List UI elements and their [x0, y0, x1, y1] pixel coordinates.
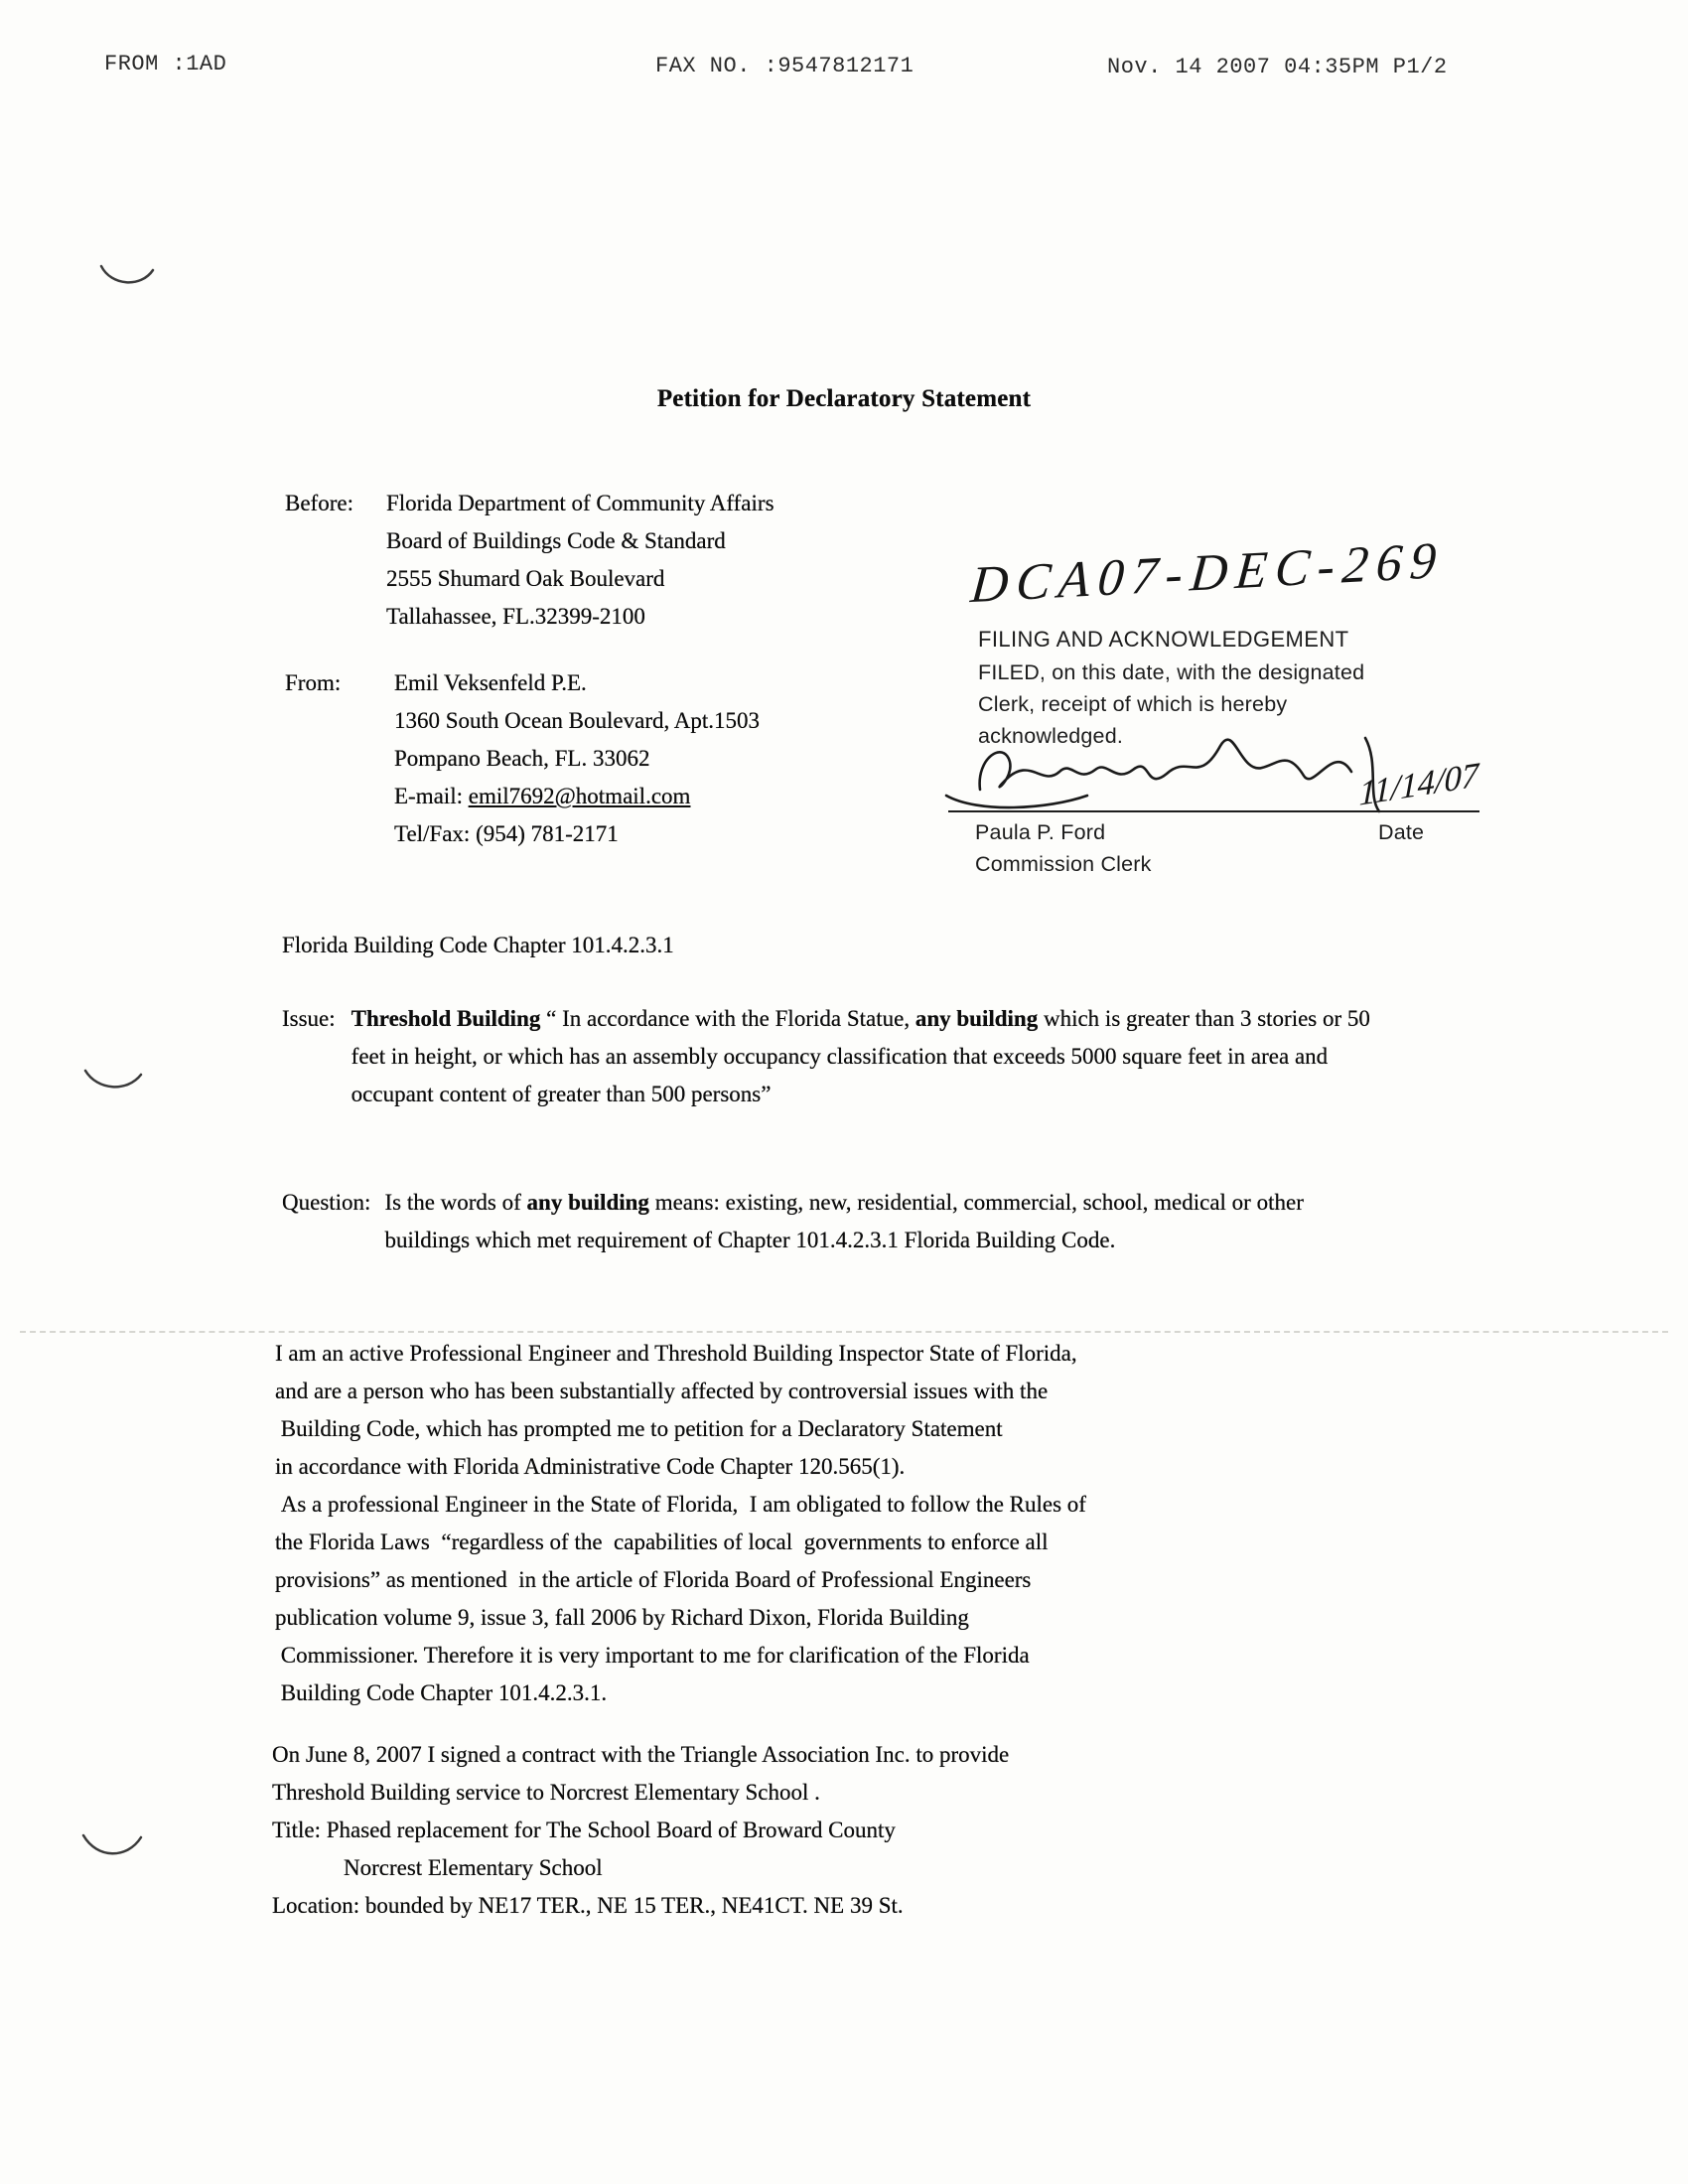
- text-line: Location: bounded by NE17 TER., NE 15 TER., NE41CT. NE 39 St.: [272, 1893, 904, 1918]
- email-label: E-mail:: [394, 784, 469, 808]
- before-label: Before:: [285, 491, 353, 515]
- from-block: [285, 664, 760, 853]
- stamp-heading: FILING AND ACKNOWLEDGEMENT: [978, 627, 1349, 652]
- issue-block: [282, 1000, 1399, 1113]
- text-line: 2555 Shumard Oak Boulevard: [386, 566, 665, 591]
- text-line: I am an active Professional Engineer and Threshold Building Inspector State of Florida,: [275, 1341, 1077, 1366]
- handwritten-case-number: DCA07-DEC-269: [968, 531, 1447, 615]
- text-line: Building Code, which has prompted me to petition for a Declaratory Statement: [275, 1416, 1003, 1441]
- fax-number: FAX NO. :9547812171: [655, 54, 914, 78]
- question-text: [384, 1184, 1387, 1259]
- handwritten-date: 11/14/07: [1358, 755, 1479, 813]
- text-line: Clerk, receipt of which is hereby: [978, 692, 1288, 716]
- from-label: From:: [285, 670, 342, 695]
- text-line: Norcrest Elementary School: [344, 1855, 603, 1880]
- before-block: [285, 485, 774, 636]
- text-line: FILED, on this date, with the designated: [978, 660, 1365, 684]
- issue-text-part: which is greater than 3 stories or 50 feet in height, or which has an assembly occupancy classification that exceeds 5000 square feet in area and occupant content of greater than 500 persons”: [351, 1006, 1370, 1106]
- text-line: Pompano Beach, FL. 33062: [394, 746, 650, 771]
- scan-artifact: [97, 256, 157, 292]
- issue-bold-term: Threshold Building: [351, 1006, 541, 1031]
- fax-header: [0, 52, 1688, 81]
- text-line: Board of Buildings Code & Standard: [386, 528, 726, 553]
- text-line: and are a person who has been substantially affected by controversial issues with the: [275, 1379, 1049, 1403]
- email-address[interactable]: emil7692@hotmail.com: [468, 784, 691, 808]
- text-line: Florida Department of Community Affairs: [386, 491, 774, 515]
- issue-bold-term: any building: [914, 1006, 1039, 1031]
- from-address: [394, 664, 760, 853]
- text-line: acknowledged.: [978, 724, 1124, 748]
- text-line: Tallahassee, FL.32399-2100: [386, 604, 645, 629]
- document-title: Petition for Declaratory Statement: [656, 385, 1032, 412]
- issue-text: [352, 1000, 1399, 1113]
- closing-block: [272, 1736, 1394, 1925]
- telfax-line: Tel/Fax: (954) 781-2171: [394, 821, 619, 846]
- signer-name: Paula P. Ford: [975, 820, 1106, 844]
- scan-artifact: [81, 1063, 145, 1096]
- question-block: [282, 1184, 1387, 1259]
- text-line: in accordance with Florida Administrative Code Chapter 120.565(1).: [275, 1454, 906, 1479]
- text-line: As a professional Engineer in the State of Florida, I am obligated to follow the Rules of: [275, 1492, 1086, 1517]
- email-line: [394, 778, 760, 815]
- issue-text-part: “ In accordance with the Florida Statue,: [540, 1006, 915, 1031]
- signature-line: [948, 810, 1479, 812]
- code-reference: Florida Building Code Chapter 101.4.2.3.1: [282, 933, 674, 957]
- text-line: Title: Phased replacement for The School Board of Broward County: [272, 1818, 896, 1842]
- question-text-part: means: existing, new, residential, commercial, school, medical or other buildings which met requirement of Chapter 101.4.2.3.1 Florida Building Code.: [384, 1190, 1304, 1252]
- fax-sender: FROM :1AD: [104, 52, 227, 76]
- text-line: the Florida Laws “regardless of the capabilities of local governments to enforce all: [275, 1529, 1049, 1554]
- question-text-part: Is the words of: [384, 1190, 527, 1215]
- text-line: Building Code Chapter 101.4.2.3.1.: [275, 1680, 608, 1705]
- scan-artifact: [79, 1825, 145, 1865]
- text-line: Emil Veksenfeld P.E.: [394, 670, 587, 695]
- signer-title: Commission Clerk: [975, 852, 1152, 876]
- fax-timestamp: Nov. 14 2007 04:35PM P1/2: [1107, 55, 1448, 79]
- before-address: [386, 485, 774, 636]
- question-bold-term: any building: [526, 1190, 649, 1215]
- scan-artifact-line: [20, 1331, 1668, 1333]
- text-line: publication volume 9, issue 3, fall 2006 by Richard Dixon, Florida Building: [275, 1605, 969, 1630]
- text-line: Threshold Building service to Norcrest Elementary School .: [272, 1780, 820, 1805]
- text-line: On June 8, 2007 I signed a contract with the Triangle Association Inc. to provide: [272, 1742, 1010, 1767]
- text-line: provisions” as mentioned in the article of Florida Board of Professional Engineers: [275, 1567, 1032, 1592]
- body-paragraph: [275, 1335, 1397, 1712]
- issue-label: Issue:: [282, 1006, 336, 1031]
- question-label: Question:: [282, 1190, 371, 1215]
- date-label: Date: [1378, 820, 1425, 844]
- text-line: Commissioner. Therefore it is very important to me for clarification of the Florida: [275, 1643, 1030, 1668]
- text-line: 1360 South Ocean Boulevard, Apt.1503: [394, 708, 760, 733]
